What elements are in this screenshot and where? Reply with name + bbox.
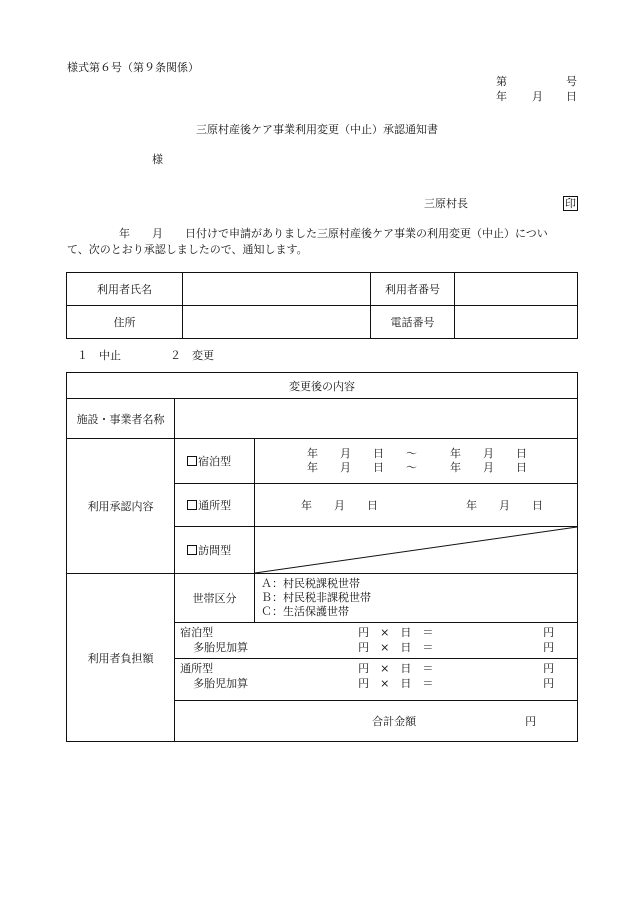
user-info-table — [66, 272, 578, 339]
stay-dates — [255, 439, 578, 484]
address-label: 住所 — [67, 306, 183, 339]
user-name-value — [183, 273, 371, 306]
form-number: 様式第６号（第９条関係） — [67, 61, 199, 74]
user-name-label: 利用者氏名 — [67, 273, 183, 306]
day-fee-yen: 円 — [543, 662, 555, 675]
doc-number-suffix: 号 — [566, 75, 577, 88]
stay-multi-birth-calc: 円 × 日 ＝ — [358, 641, 434, 654]
stay-checkbox[interactable] — [187, 456, 197, 466]
document-title: 三原村産後ケア事業利用変更（中止）承認通知書 — [196, 123, 438, 136]
stay-type — [175, 439, 255, 484]
day-fee-row — [175, 659, 578, 701]
stay-fee-label: 宿泊型 — [180, 626, 214, 639]
body-line-1: 年 月 日付けで申請がありました三原村産後ケア事業の利用変更（中止）につい — [119, 227, 548, 240]
approval-label: 利用承認内容 — [67, 439, 175, 574]
household-options — [255, 574, 578, 623]
household-option-a: Ａ：村民税課税世帯 — [261, 577, 360, 590]
stay-date-line-2: 年 月 日 ～ 年 月 日 — [307, 461, 527, 474]
stay-fee-row — [175, 623, 578, 659]
day-checkbox[interactable] — [187, 500, 197, 510]
day-fee-label: 通所型 — [180, 662, 214, 675]
facility-value — [175, 399, 578, 439]
stay-fee-calc: 円 × 日 ＝ — [358, 626, 434, 639]
total-yen: 円 — [525, 715, 537, 728]
total-label: 合計金額 — [372, 715, 417, 728]
address-value — [183, 306, 371, 339]
body-line-2: て、次のとおり承認しましたので、通知します。 — [67, 243, 308, 256]
date-year: 年 — [496, 90, 507, 103]
option-change: ２ 変更 — [170, 349, 214, 362]
household-option-b: Ｂ：村民税非課税世帯 — [261, 591, 371, 604]
facility-label: 施設・事業者名称 — [67, 399, 175, 439]
day-fee-calc: 円 × 日 ＝ — [358, 662, 434, 675]
change-header: 変更後の内容 — [67, 373, 578, 399]
date-day: 日 — [566, 90, 577, 103]
date-month: 月 — [532, 90, 543, 103]
stay-multi-birth-yen: 円 — [543, 641, 555, 654]
phone-label: 電話番号 — [371, 306, 455, 339]
day-type-label: 通所型 — [198, 499, 232, 512]
issuer-name: 三原村長 — [424, 197, 468, 210]
phone-value — [455, 306, 578, 339]
stay-date-line-1: 年 月 日 ～ 年 月 日 — [307, 447, 527, 460]
day-multi-birth-calc: 円 × 日 ＝ — [358, 677, 434, 690]
change-table — [66, 372, 578, 742]
day-type — [175, 484, 255, 527]
day-multi-birth-yen: 円 — [543, 677, 555, 690]
recipient-suffix: 様 — [152, 153, 163, 166]
stay-type-label: 宿泊型 — [198, 455, 232, 468]
stay-fee-yen: 円 — [543, 626, 555, 639]
household-label: 世帯区分 — [175, 574, 255, 623]
user-number-label: 利用者番号 — [371, 273, 455, 306]
visit-dates — [255, 527, 578, 574]
day-multi-birth-label: 多胎児加算 — [193, 677, 249, 690]
stay-multi-birth-label: 多胎児加算 — [193, 641, 249, 654]
option-cancel: １ 中止 — [77, 349, 121, 362]
visit-type — [175, 527, 255, 574]
visit-diagonal — [255, 527, 577, 573]
visit-checkbox[interactable] — [187, 545, 197, 555]
seal-mark: 印 — [565, 197, 576, 210]
total-row — [175, 701, 578, 742]
doc-number-label: 第 — [496, 75, 507, 88]
day-dates: 年 月 日 年 月 日 — [255, 484, 578, 527]
burden-label: 利用者負担額 — [67, 574, 175, 742]
user-number-value — [455, 273, 578, 306]
visit-type-label: 訪問型 — [198, 544, 232, 557]
household-option-c: Ｃ：生活保護世帯 — [261, 605, 349, 618]
